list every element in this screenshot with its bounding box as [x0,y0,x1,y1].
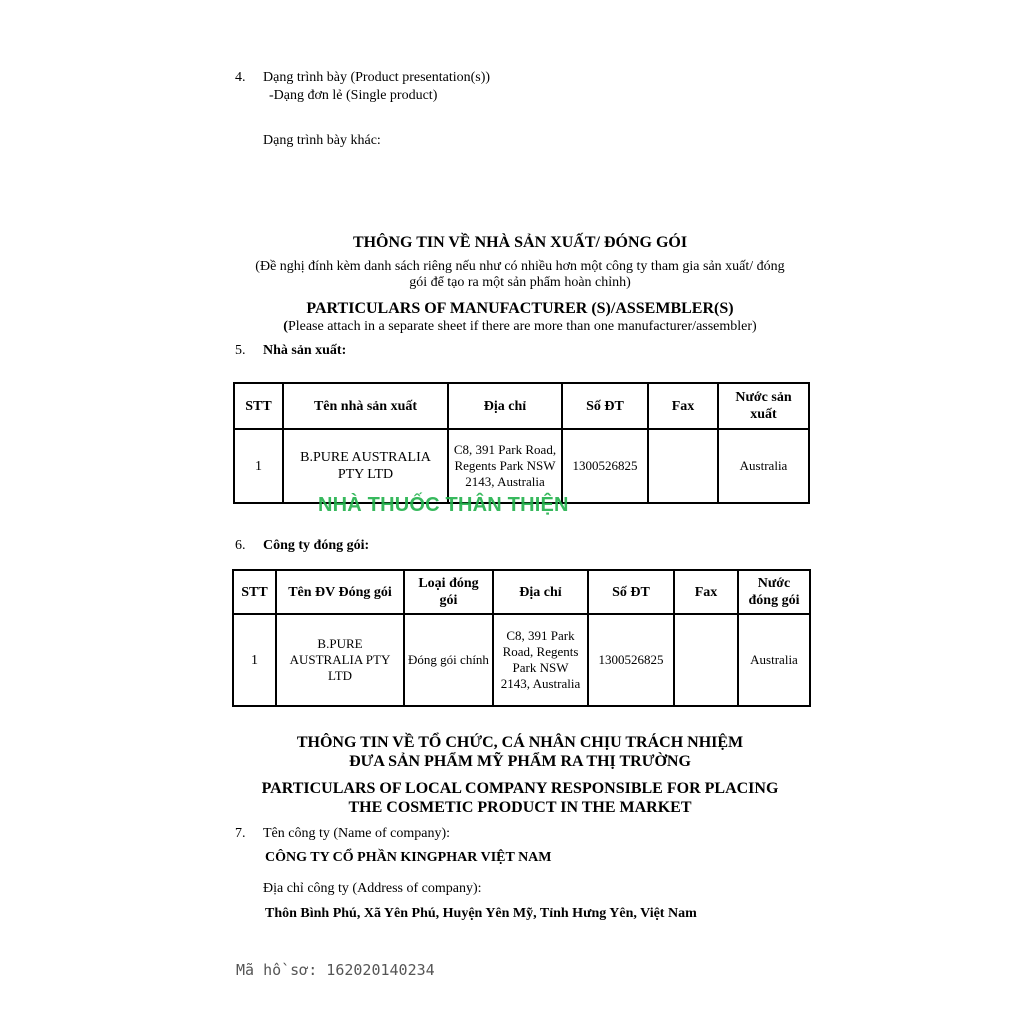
section-6-heading [235,537,369,554]
section-number: 5. [235,343,246,358]
header-address: Địa chỉ [493,570,588,614]
section-number: 4. [235,70,246,85]
section-number: 6. [235,538,246,553]
pharmacy-watermark: NHÀ THUỐC THÂN THIỆN [318,494,569,516]
cell-stt: 1 [234,429,283,503]
assembler-table [232,569,811,707]
other-presentation-label: Dạng trình bày khác: [263,133,381,148]
note-paren: ( [283,319,288,334]
cell-manufacturer-name: B.PURE AUSTRALIA PTY LTD [283,429,448,503]
manufacturer-note-en-text: Please attach in a separate sheet if there are more than one manufacturer/assembler) [287,319,757,334]
manufacturer-table [233,382,810,504]
table-header-row [233,570,810,614]
header-manufacturer-name: Tên nhà sản xuất [283,383,448,429]
section-number: 7. [235,826,246,841]
header-country: Nước đóng gói [738,570,810,614]
manufacturer-title-vn: THÔNG TIN VỀ NHÀ SẢN XUẤT/ ĐÓNG GÓI [352,234,688,251]
table-header-row [234,383,809,429]
cell-phone: 1300526825 [588,614,674,706]
cell-assembly-type: Đóng gói chính [404,614,493,706]
header-fax: Fax [674,570,738,614]
header-assembly-type: Loại đóng gói [404,570,493,614]
manufacturer-note-vn-line1: (Đề nghị đính kèm danh sách riêng nếu như có nhiều hơn một công ty tham gia sản xuất/ đóng [255,259,785,274]
cell-assembler-name: B.PURE AUSTRALIA PTY LTD [276,614,404,706]
file-code: Mã hồ sơ: 162020140234 [236,961,435,979]
section-6-label: Công ty đóng gói: [263,538,370,553]
section-7-heading [235,825,450,842]
table-row [233,614,810,706]
section-5-heading [235,342,346,359]
section-5-label: Nhà sản xuất: [263,343,347,358]
section-4-heading [235,69,490,86]
header-phone: Số ĐT [562,383,648,429]
manufacturer-note-vn-line2: gói để tạo ra một sản phẩm hoàn chỉnh) [409,275,631,290]
company-address-label: Địa chỉ công ty (Address of company): [263,881,482,896]
cell-fax [648,429,718,503]
cell-country: Australia [718,429,809,503]
company-name-value: CÔNG TY CỔ PHẦN KINGPHAR VIỆT NAM [265,850,552,865]
header-stt: STT [233,570,276,614]
local-title-vn-line2: ĐƯA SẢN PHẨM MỸ PHẨM RA THỊ TRƯỜNG [349,753,691,770]
cell-address: C8, 391 Park Road, Regents Park NSW 2143, Australia [448,429,562,503]
manufacturer-note-en [200,318,840,335]
header-stt: STT [234,383,283,429]
local-title-vn-line1: THÔNG TIN VỀ TỔ CHỨC, CÁ NHÂN CHỊU TRÁCH NHIỆM [296,734,744,751]
table-row [234,429,809,503]
cell-stt: 1 [233,614,276,706]
section-4-label: Dạng trình bày (Product presentation(s)) [263,70,491,85]
cell-address: C8, 391 Park Road, Regents Park NSW 2143, Australia [493,614,588,706]
cell-fax [674,614,738,706]
header-address: Địa chỉ [448,383,562,429]
company-address-value: Thôn Bình Phú, Xã Yên Phú, Huyện Yên Mỹ, Tỉnh Hưng Yên, Việt Nam [265,906,697,921]
local-title-en-line2: THE COSMETIC PRODUCT IN THE MARKET [348,799,692,816]
header-assembler-name: Tên ĐV Đóng gói [276,570,404,614]
header-phone: Số ĐT [588,570,674,614]
header-country: Nước sản xuất [718,383,809,429]
local-title-en-line1: PARTICULARS OF LOCAL COMPANY RESPONSIBLE FOR PLACING [261,780,779,797]
header-fax: Fax [648,383,718,429]
cell-country: Australia [738,614,810,706]
cell-phone: 1300526825 [562,429,648,503]
manufacturer-title-en: PARTICULARS OF MANUFACTURER (S)/ASSEMBLER(S) [306,300,734,317]
presentation-value: -Dạng đơn lẻ (Single product) [269,88,438,103]
company-name-label: Tên công ty (Name of company): [263,826,450,841]
